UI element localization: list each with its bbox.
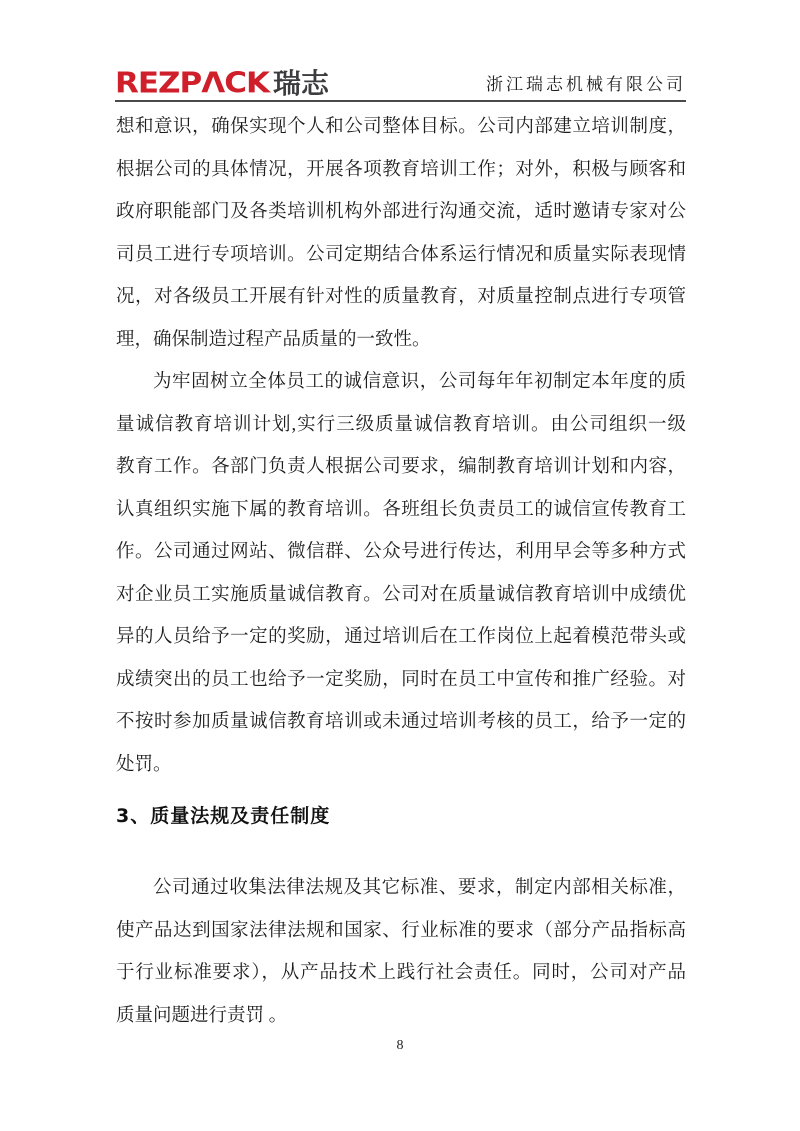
page-header: [115, 52, 686, 98]
text-line: 公司通过收集法律法规及其它标准、要求，制定内部相关标准，: [153, 878, 686, 898]
section-heading: 3、质量法规及责任制度: [116, 805, 331, 827]
text-line: 于行业标准要求），从产品技术上践行社会责任。同时，公司对产品: [116, 963, 686, 983]
logo-chinese-text: 瑞志: [273, 67, 330, 100]
logo-wordmark: REZPΛCK: [115, 66, 270, 100]
text-line: 作。公司通过网站、微信群、公众号进行传达，利用早会等多种方式: [116, 542, 686, 562]
text-line: 政府职能部门及各类培训机构外部进行沟通交流，适时邀请专家对公: [116, 202, 686, 222]
text-line: 成绩突出的员工也给予一定奖励，同时在员工中宣传和推广经验。对: [116, 669, 686, 690]
text-line: 认真组织实施下属的教育培训。各班组长负责员工的诚信宣传教育工: [116, 499, 686, 520]
text-line: 处罚。: [116, 754, 172, 775]
text-line: 根据公司的具体情况，开展各项教育培训工作；对外，积极与顾客和: [116, 159, 686, 180]
paragraph-regulations: [116, 867, 686, 1037]
text-line: 况，对各级员工开展有针对性的质量教育，对质量控制点进行专项管: [116, 287, 686, 307]
document-body: [116, 106, 686, 1037]
paragraph-integrity-education: [116, 361, 686, 786]
paragraph-training: [116, 106, 686, 361]
text-line: 质量问题进行责罚 。: [116, 1005, 288, 1026]
page-number: 8: [396, 1038, 404, 1053]
text-line: 量诚信教育培训计划,实行三级质量诚信教育培训。由公司组织一级: [116, 414, 686, 435]
text-line: 教育工作。各部门负责人根据公司要求，编制教育培训计划和内容，: [116, 457, 686, 477]
text-line: 为牢固树立全体员工的诚信意识，公司每年年初制定本年度的质: [153, 372, 686, 392]
text-line: 不按时参加质量诚信教育培训或未通过培训考核的员工，给予一定的: [116, 712, 686, 732]
header-divider: [115, 100, 686, 102]
company-logo: [115, 67, 329, 98]
text-line: 使产品达到国家法律法规和国家、行业标准的要求（部分产品指标高: [116, 920, 686, 941]
page-footer: [0, 1038, 800, 1054]
text-line: 想和意识，确保实现个人和公司整体目标。公司内部建立培训制度，: [116, 117, 686, 137]
text-line: 司员工进行专项培训。公司定期结合体系运行情况和质量实际表现情: [116, 244, 686, 265]
text-line: 异的人员给予一定的奖励，通过培训后在工作岗位上起着模范带头或: [116, 627, 686, 647]
text-line: 对企业员工实施质量诚信教育。公司对在质量诚信教育培训中成绩优: [116, 584, 686, 605]
company-name: 浙江瑞志机械有限公司: [486, 75, 686, 94]
text-line: 理，确保制造过程产品质量的一致性。: [116, 329, 431, 350]
